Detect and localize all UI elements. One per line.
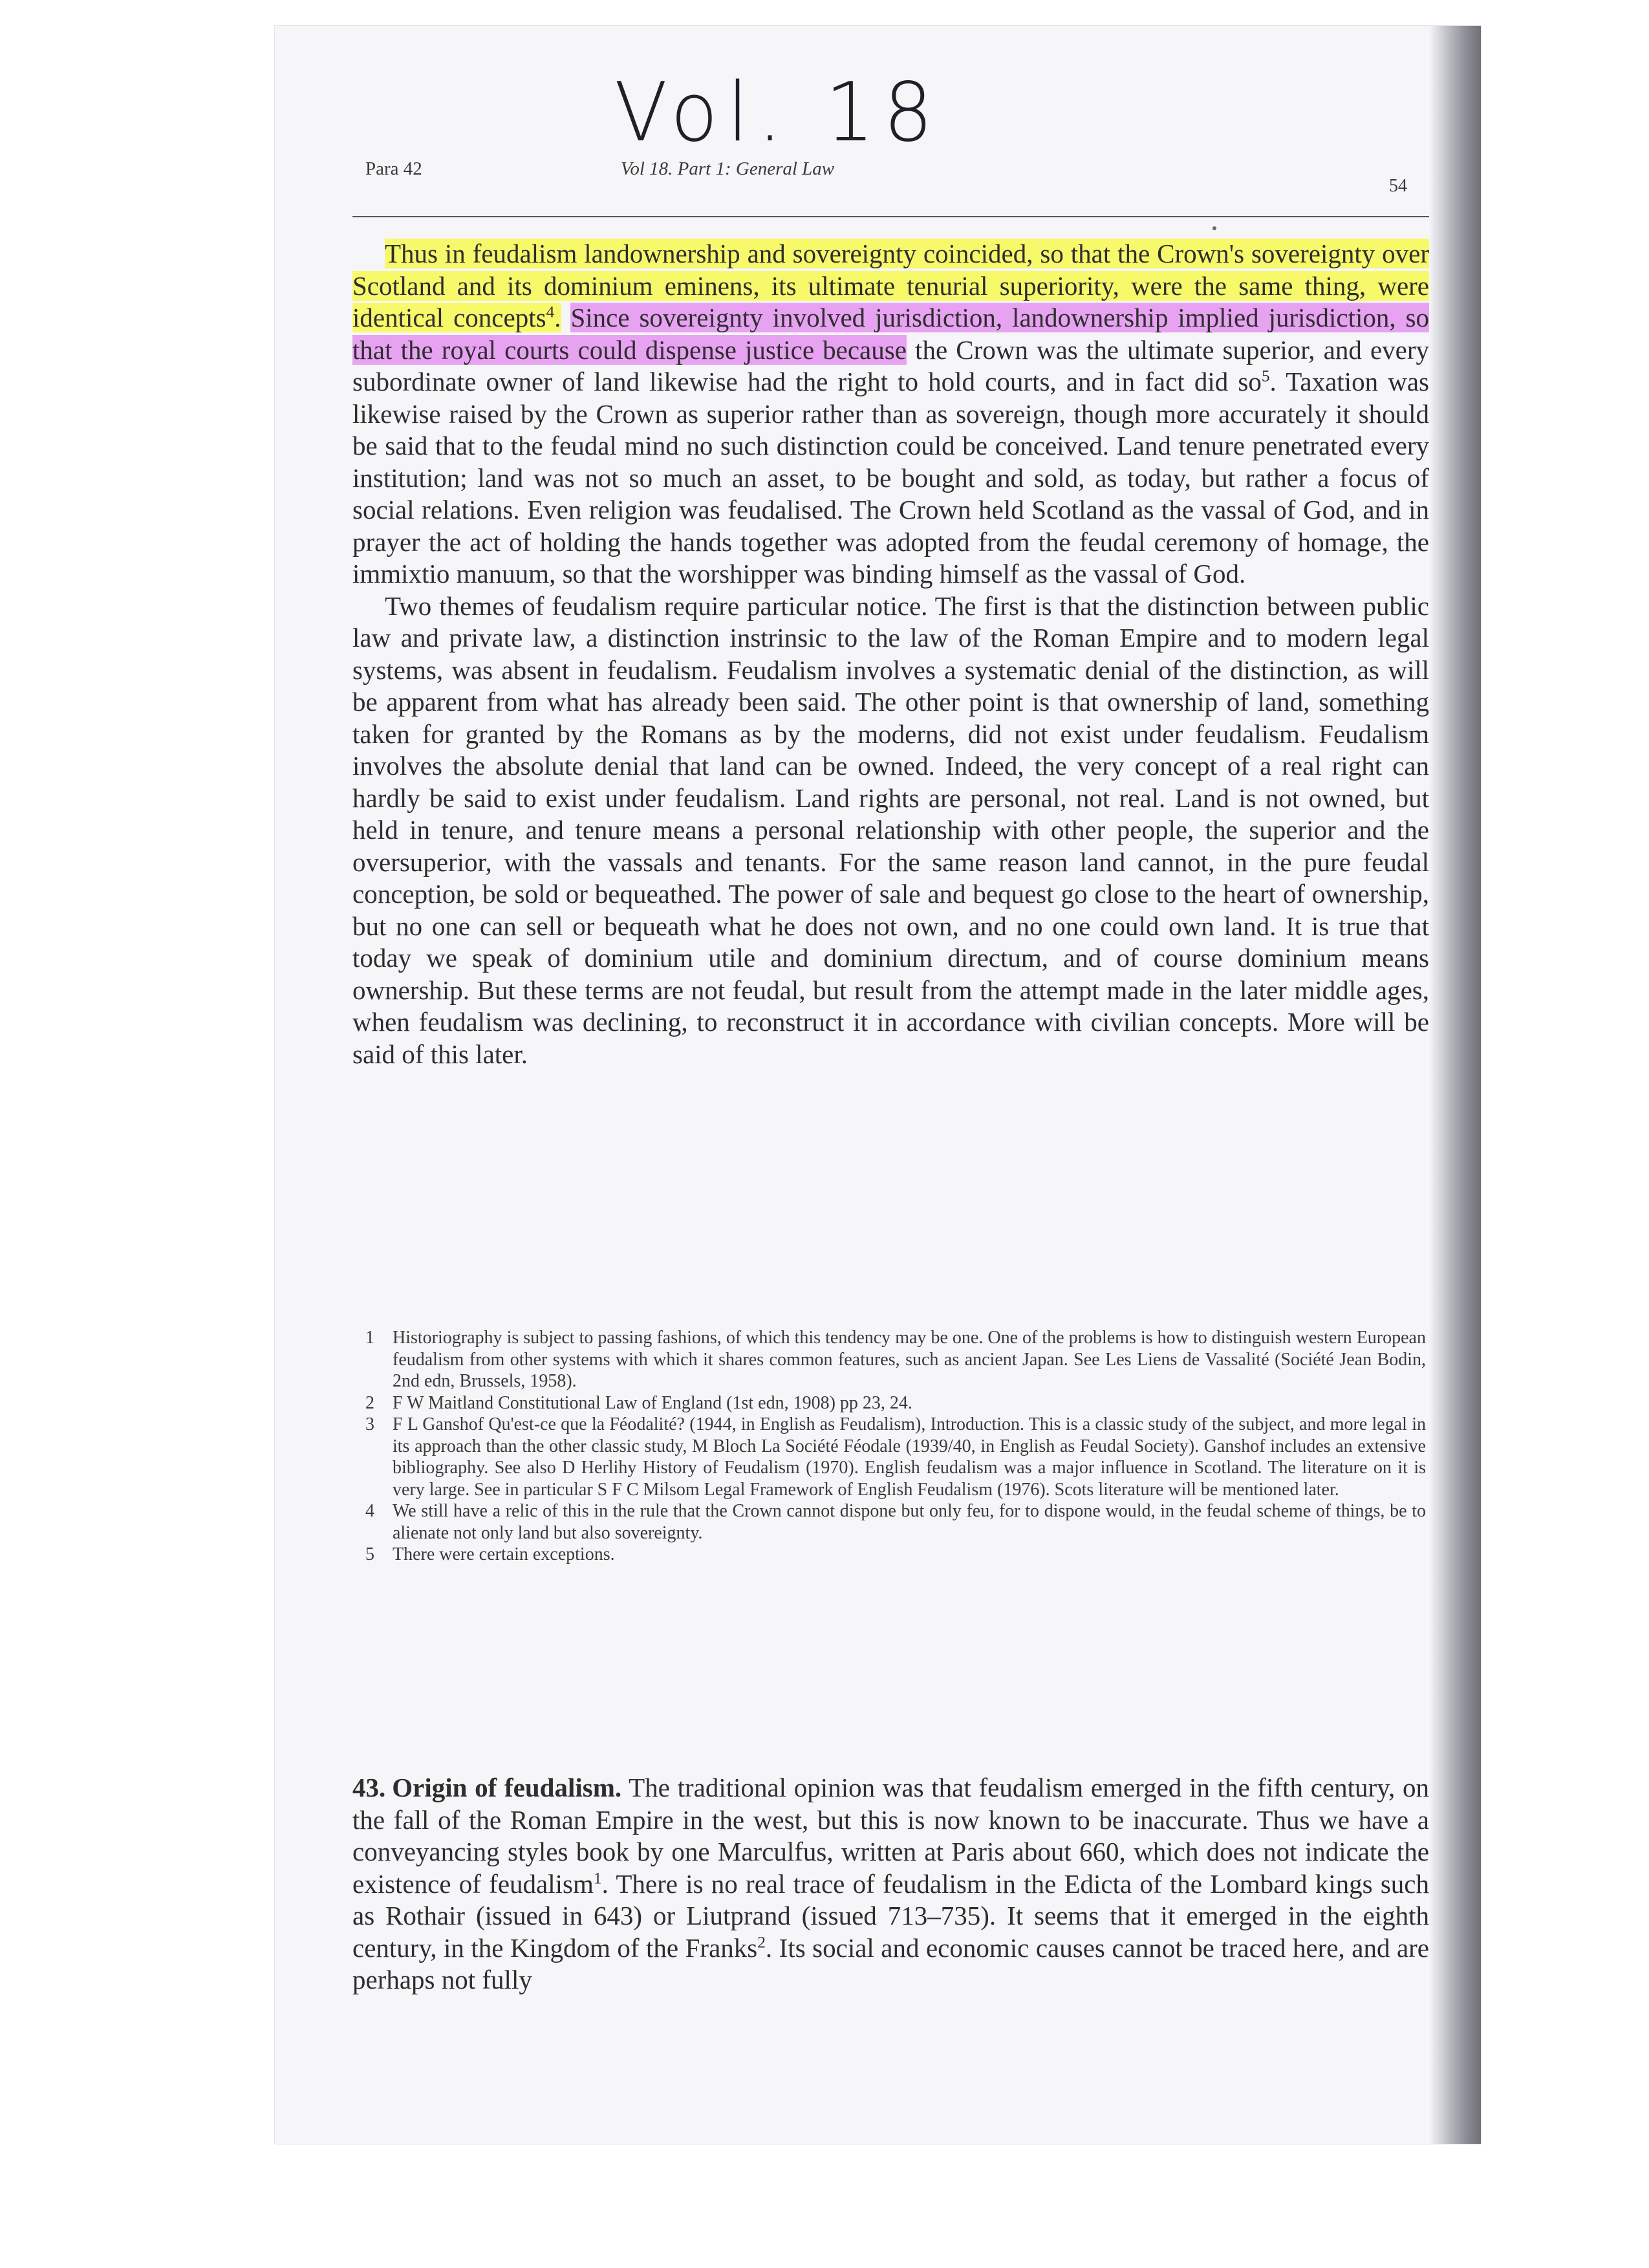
footnote-text: There were certain exceptions. [393,1544,615,1564]
scan-speck [1212,226,1216,230]
main-text [352,238,1429,1070]
footnote-text: Historiography is subject to passing fashions, of which this tendency may be one. One of the problems is how to distinguish western European feudalism from other systems with which it shares common features, such as ancient Japan. See Les Liens de Vassalité (Société Jean Bodin, 2nd edn, Brussels, 1958). [393,1328,1426,1391]
section-43-text-c: . Its social and economic causes cannot be traced here, and are perhaps not fully [352,1932,1429,1994]
footnote [365,1414,1426,1500]
section-number: 43. [352,1773,386,1802]
footnote [365,1544,1426,1566]
footnote-ref: 1 [593,1868,602,1887]
footnote-number: 1 [365,1328,374,1348]
footnote-number: 3 [365,1414,374,1434]
section-43-text-b: . There is no real trace of feudalism in the Edicta of the Lombard kings such as Rothair (issued in 643) or Liutprand (issued 713–735). It seems that it emerged in the eighth century, in the Kingdom of the Franks [352,1868,1429,1963]
header-running-title: Vol 18. Part 1: General Law [620,158,835,179]
footnote [365,1500,1426,1544]
pink-highlight: Since sovereignty involved jurisdiction, landownership implied jurisdiction, so that the royal courts could dispense justice because [352,303,1429,365]
header-rule [352,216,1429,217]
section-43-text-a: The traditional opinion was that feudalism emerged in the fifth century, on the fall of the Roman Empire in the west, but this is now known to be inaccurate. Thus we have a conveyancing styles book by one Marculfus, written at Paris about 660, which does not indicate the existence of feudalism [352,1773,1429,1899]
footnote [365,1327,1426,1392]
footnote-ref: 4 [546,303,555,321]
handwritten-annotation: Vol. 18 [614,65,942,160]
footnotes [365,1327,1426,1566]
paragraph-2: Two themes of feudalism require particular notice. The first is that the distinction between public law and private law, a distinction instrinsic to the law of the Roman Empire and to modern legal systems, was absent in feudalism. Feudalism involves a systematic denial of the distinction, as will be apparent from what has already been said. The other point is that ownership of land, something taken for granted by the Romans as by the moderns, did not exist under feudalism. Feudalism involves the absolute denial that land can be owned. Indeed, the very concept of a real right can hardly be said to exist under feudalism. Land rights are personal, not real. Land is not owned, but held in tenure, and tenure means a personal relationship with other people, the superior and the oversuperior, with the vassals and tenants. For the same reason land cannot, in the pure feudal conception, be sold or bequeathed. The power of sale and bequest go close to the heart of ownership, but no one can sell or bequeath what he does not own, and no one could own land. It is true that today we speak of dominium utile and dominium directum, and of course dominium means ownership. But these terms are not feudal, but result from the attempt made in the later middle ages, when feudalism was declining, to reconstruct it in accordance with civilian concepts. More will be said of this later. [352,590,1429,1069]
paragraph-1 [352,238,1429,590]
footnote-ref: 2 [757,1932,766,1951]
footnote-number: 4 [365,1501,374,1521]
sentence-end: . [554,303,561,332]
footnote [365,1392,1426,1414]
section-43-paragraph [352,1772,1429,1996]
section-heading: Origin of feudalism. [392,1773,622,1802]
footnote-number: 2 [365,1392,374,1413]
paragraph-1-text-a: the Crown was the ultimate superior, and every subordinate owner of land likewise had the right to hold courts, and in fact did so [352,334,1429,396]
footnote-text: We still have a relic of this in the rule that the Crown cannot dispone but only feu, for to dispone would, in the feudal scheme of things, be to alienate not only land but also sovereignty. [393,1501,1426,1543]
footnote-text: F L Ganshof Qu'est-ce que la Féodalité? (1944, in English as Feudalism), Introduction. This is a classic study of the subject, and more legal in its approach than the other classic study, M Bloch La Société Féodale (1939/40, in English as Feudal Society). Ganshof includes an extensive bibliography. See also D Herlihy History of Feudalism (1970). English feudalism was a major influence in Scotland. The literature on it is very large. See in particular S F C Milsom Legal Framework of English Feudalism (1976). Scots literature will be mentioned later. [393,1414,1426,1500]
header-paragraph-ref: Para 42 [365,158,422,179]
footnote-text: F W Maitland Constitutional Law of England (1st edn, 1908) pp 23, 24. [393,1392,912,1413]
paragraph-1-text-b: . Taxation was likewise raised by the Crown as superior rather than as sovereign, though more accurately it should be said that to the feudal mind no such distinction could be conceived. Land tenure penetrated every institution; land was not so much an asset, to be bought and sold, as today, but rather a focus of social relations. Even religion was feudalised. The Crown held Scotland as the vassal of God, and in prayer the act of holding the hands together was adopted from the feudal ceremony of homage, the immixtio manuum, so that the worshipper was binding himself as the vassal of God. [352,367,1429,589]
section-43 [352,1772,1429,1996]
footnote-number: 5 [365,1544,374,1564]
highlighted-text-yellow: Thus in feudalism landownership and sovereignty coincided, so that the Crown's sovereignty over Scotland and its dominium eminens, its ultimate tenurial superiority, were the same thing, were identical concepts [352,239,1429,332]
footnote-ref: 5 [1261,367,1270,385]
header-page-number: 54 [1389,176,1407,196]
book-spine-shadow [1429,26,1481,2144]
